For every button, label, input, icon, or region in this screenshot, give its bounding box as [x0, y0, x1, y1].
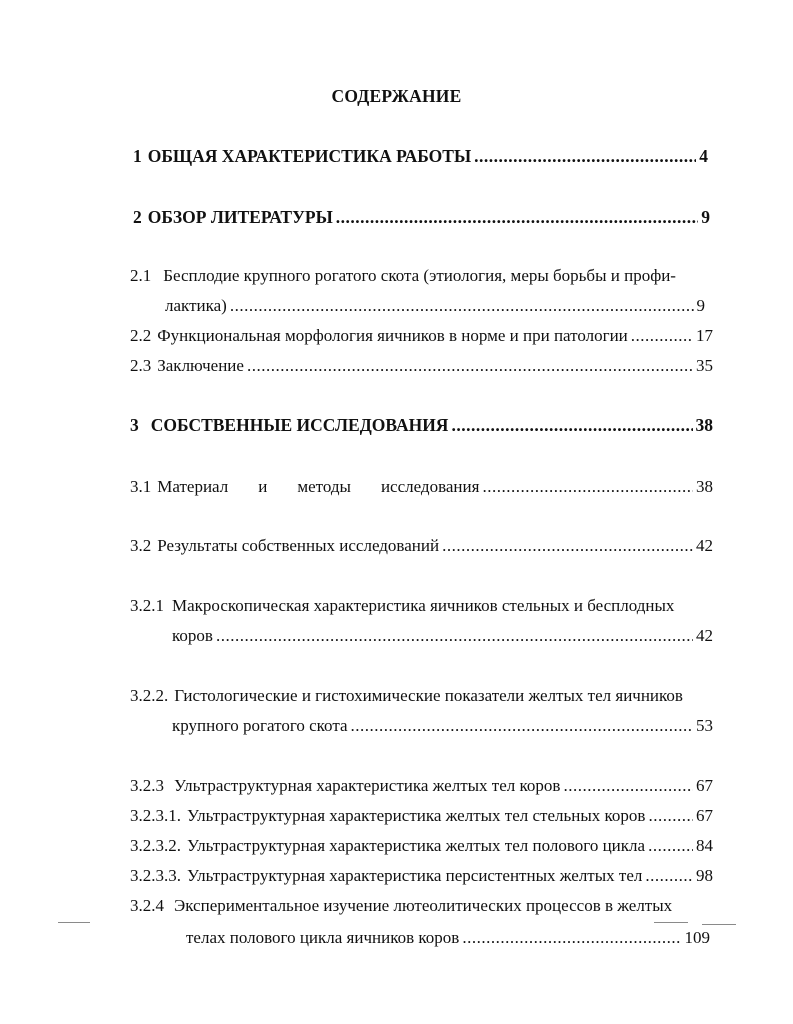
toc-page: 53	[696, 716, 713, 735]
toc-page: 35	[696, 356, 713, 375]
toc-page: 42	[696, 626, 713, 645]
scan-mark	[702, 924, 736, 925]
toc-entry-2-3[interactable]	[130, 356, 713, 376]
toc-entry-2-1[interactable]	[130, 266, 676, 286]
leader-dots	[563, 776, 693, 796]
toc-entry-3-2-4[interactable]	[130, 896, 672, 916]
toc-number: 2.2	[130, 326, 152, 345]
toc-entry-2-2[interactable]	[130, 326, 713, 346]
toc-title-continued: лактика)	[165, 296, 227, 315]
toc-entry-3-2-3[interactable]	[130, 776, 713, 796]
toc-title: Ультраструктурная характеристика желтых тел стельных коров	[187, 806, 646, 825]
leader-dots	[336, 207, 698, 227]
toc-title: Результаты собственных исследований	[157, 536, 440, 555]
toc-title: Макроскопическая характеристика яичников стельных и бесплодных	[172, 596, 675, 615]
toc-entry-3-2-2[interactable]	[130, 686, 683, 706]
toc-page: 38	[695, 415, 713, 435]
toc-number: 3	[130, 415, 139, 435]
toc-word: Материал	[157, 477, 229, 496]
toc-page: 84	[696, 836, 713, 855]
toc-entry-3-2-2-cont[interactable]	[172, 716, 713, 736]
toc-entry-3-2-3-3[interactable]	[130, 866, 713, 886]
leader-dots	[482, 477, 693, 497]
leader-dots	[351, 716, 693, 736]
leader-dots	[631, 326, 693, 346]
toc-entry-1[interactable]	[133, 146, 708, 166]
toc-page: 98	[696, 866, 713, 885]
toc-number: 3.2.3.2.	[130, 836, 181, 855]
toc-title: Ультраструктурная характеристика персистентных желтых тел	[187, 866, 643, 885]
toc-entry-3[interactable]	[130, 415, 713, 435]
toc-title: ОБЗОР ЛИТЕРАТУРЫ	[147, 207, 333, 227]
toc-entry-2[interactable]	[133, 207, 710, 227]
toc-word: исследования	[380, 477, 480, 496]
leader-dots	[451, 415, 692, 435]
toc-entry-3-2-3-1[interactable]	[130, 806, 713, 826]
toc-page: 67	[696, 806, 713, 825]
toc-title-continued: телах полового цикла яичников коров	[186, 928, 460, 947]
toc-title	[157, 477, 479, 497]
scan-mark	[654, 922, 688, 923]
toc-page: 9	[696, 296, 705, 315]
toc-number: 3.2	[130, 536, 152, 555]
toc-number: 3.2.1	[130, 596, 164, 615]
leader-dots	[230, 296, 694, 316]
leader-dots	[247, 356, 693, 376]
toc-title: СОБСТВЕННЫЕ ИССЛЕДОВАНИЯ	[150, 415, 449, 435]
leader-dots	[648, 806, 693, 826]
leader-dots	[474, 146, 696, 166]
leader-dots	[462, 928, 681, 948]
toc-title: ОБЩАЯ ХАРАКТЕРИСТИКА РАБОТЫ	[147, 146, 472, 166]
leader-dots	[216, 626, 693, 646]
toc-page: 17	[696, 326, 713, 345]
toc-word: и	[258, 477, 268, 496]
toc-page: 38	[696, 477, 713, 496]
toc-number: 1	[133, 146, 142, 166]
leader-dots	[645, 866, 693, 886]
toc-number: 2	[133, 207, 142, 227]
toc-page: 67	[696, 776, 713, 795]
toc-number: 3.2.2.	[130, 686, 169, 705]
toc-title: Ультраструктурная характеристика желтых тел коров	[174, 776, 561, 795]
toc-entry-3-2-4-cont[interactable]	[186, 928, 710, 948]
page-title: СОДЕРЖАНИЕ	[331, 86, 462, 106]
toc-word: методы	[297, 477, 351, 496]
toc-number: 3.2.3.1.	[130, 806, 181, 825]
toc-title: Бесплодие крупного рогатого скота (этиология, меры борьбы и профи-	[163, 266, 676, 285]
toc-number: 3.2.3.3.	[130, 866, 181, 885]
toc-title: Гистологические и гистохимические показатели желтых тел яичников	[174, 686, 683, 705]
toc-entry-2-1-cont[interactable]	[165, 296, 705, 316]
toc-page: 4	[699, 146, 708, 166]
toc-entry-3-2-3-2[interactable]	[130, 836, 713, 856]
toc-title-continued: крупного рогатого скота	[172, 716, 348, 735]
toc-title: Экспериментальное изучение лютеолитических процессов в желтых	[174, 896, 673, 915]
toc-entry-3-2-1-cont[interactable]	[172, 626, 713, 646]
toc-page: 9	[701, 207, 710, 227]
toc-number: 3.2.3	[130, 776, 164, 795]
toc-page: 42	[696, 536, 713, 555]
toc-number: 3.1	[130, 477, 152, 496]
toc-title: Функциональная морфология яичников в норме и при патологии	[157, 326, 628, 345]
scan-mark	[58, 922, 90, 923]
toc-number: 3.2.4	[130, 896, 164, 915]
toc-number: 2.3	[130, 356, 152, 375]
toc-number: 2.1	[130, 266, 152, 285]
toc-page: 109	[684, 928, 710, 947]
leader-dots	[648, 836, 693, 856]
toc-title-continued: коров	[172, 626, 213, 645]
toc-title: Заключение	[157, 356, 244, 375]
toc-entry-3-1[interactable]	[130, 477, 713, 497]
toc-entry-3-2-1[interactable]	[130, 596, 674, 616]
leader-dots	[442, 536, 693, 556]
toc-title: Ультраструктурная характеристика желтых тел полового цикла	[187, 836, 646, 855]
toc-entry-3-2[interactable]	[130, 536, 713, 556]
